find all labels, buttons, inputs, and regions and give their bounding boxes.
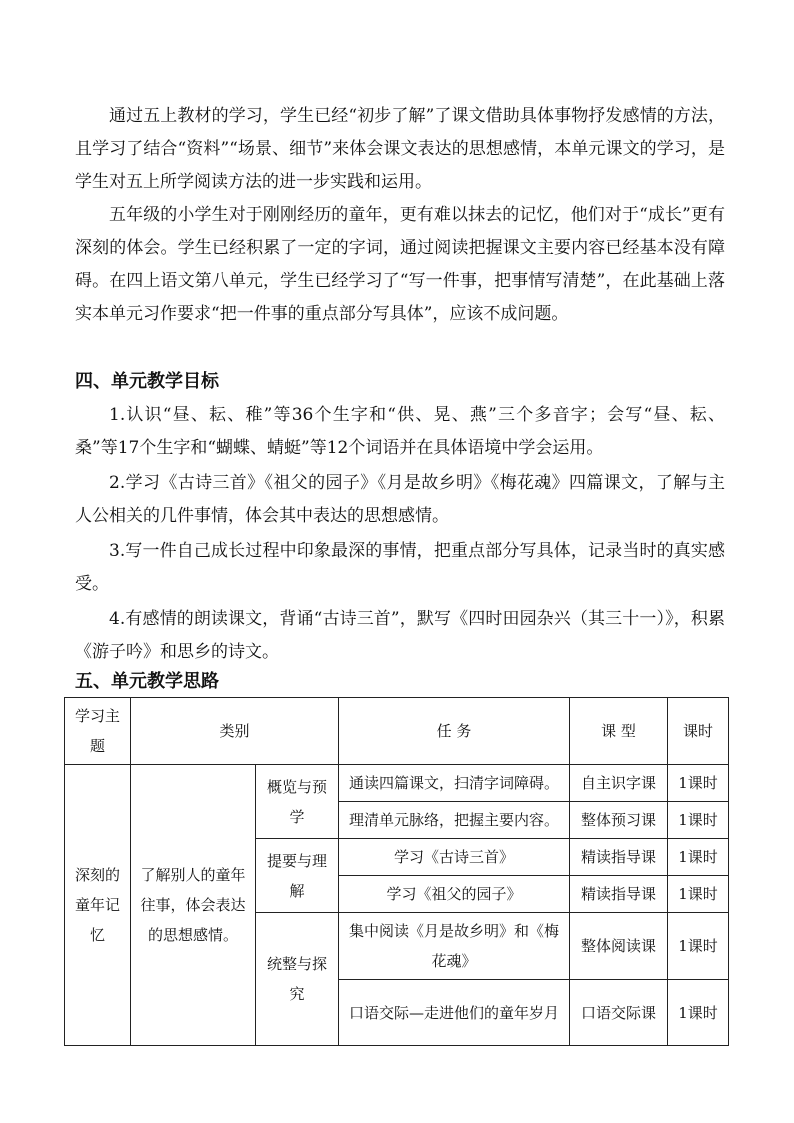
group-name-overview: 概览与预学 xyxy=(256,765,339,839)
goal-2: 2.学习《古诗三首》《祖父的园子》《月是故乡明》《梅花魂》四篇课文，了解与主人公相关的几件事情，体会其中表达的思想感情。 xyxy=(75,473,725,526)
header-task: 任 务 xyxy=(339,698,570,765)
hours-cell: 1课时 xyxy=(668,802,729,839)
goal-3: 3.写一件自己成长过程中印象最深的事情，把重点部分写具体，记录当时的真实感受。 xyxy=(75,541,725,594)
learning-theme-cell: 深刻的童年记忆 xyxy=(65,765,131,1046)
lesson-type-cell: 精读指导课 xyxy=(570,839,668,876)
goal-1: 1.认识“昼、耘、稚”等36个生字和“供、晃、燕”三个多音字；会写“昼、耘、桑”等17个生字和“蝴蝶、蜻蜓”等12个词语并在具体语境中学会运用。 xyxy=(75,405,725,458)
header-hours: 课时 xyxy=(668,698,729,765)
lesson-type-cell: 精读指导课 xyxy=(570,876,668,913)
lesson-type-cell: 自主识字课 xyxy=(570,765,668,802)
task-cell: 口语交际—走进他们的童年岁月 xyxy=(339,980,570,1046)
section-4-title: 四、单元教学目标 xyxy=(75,371,219,392)
header-category: 类别 xyxy=(131,698,339,765)
task-cell: 通读四篇课文，扫清字词障碍。 xyxy=(339,765,570,802)
hours-cell: 1课时 xyxy=(668,913,729,980)
task-cell: 理清单元脉络，把握主要内容。 xyxy=(339,802,570,839)
task-cell: 学习《祖父的园子》 xyxy=(339,876,570,913)
group-name-exploration: 统整与探究 xyxy=(256,913,339,1046)
intro-paragraph-1: 通过五上教材的学习，学生已经“初步了解”了课文借助具体事物抒发感情的方法，且学习了结合“资料”“场景、细节”来体会课文表达的思想感情，本单元课文的学习，是学生对五上所学阅读方法的进一步实践和运用。 xyxy=(75,106,725,192)
section-5-title: 五、单元教学思路 xyxy=(75,671,219,692)
hours-cell: 1课时 xyxy=(668,839,729,876)
header-type: 课 型 xyxy=(570,698,668,765)
teaching-plan-table xyxy=(64,697,729,1046)
hours-cell: 1课时 xyxy=(668,876,729,913)
lesson-type-cell: 口语交际课 xyxy=(570,980,668,1046)
hours-cell: 1课时 xyxy=(668,980,729,1046)
header-theme: 学习主题 xyxy=(65,698,131,765)
table-header-row xyxy=(65,698,729,765)
lesson-type-cell: 整体预习课 xyxy=(570,802,668,839)
task-cell: 学习《古诗三首》 xyxy=(339,839,570,876)
table-row xyxy=(65,765,729,802)
goal-4: 4.有感情的朗读课文，背诵“古诗三首”，默写《四时田园杂兴（其三十一）》，积累《游子吟》和思乡的诗文。 xyxy=(75,609,725,662)
hours-cell: 1课时 xyxy=(668,765,729,802)
category-cell: 了解别人的童年往事，体会表达的思想感情。 xyxy=(131,765,256,1046)
group-name-understanding: 提要与理解 xyxy=(256,839,339,913)
lesson-type-cell: 整体阅读课 xyxy=(570,913,668,980)
intro-paragraph-2: 五年级的小学生对于刚刚经历的童年，更有难以抹去的记忆，他们对于“成长”更有深刻的体会。学生已经积累了一定的字词，通过阅读把握课文主要内容已经基本没有障碍。在四上语文第八单元，学生已经学习了“写一件事，把事情写清楚”，在此基础上落实本单元习作要求“把一件事的重点部分写具体”，应该不成问题。 xyxy=(75,205,725,324)
task-cell: 集中阅读《月是故乡明》和《梅花魂》 xyxy=(339,913,570,980)
